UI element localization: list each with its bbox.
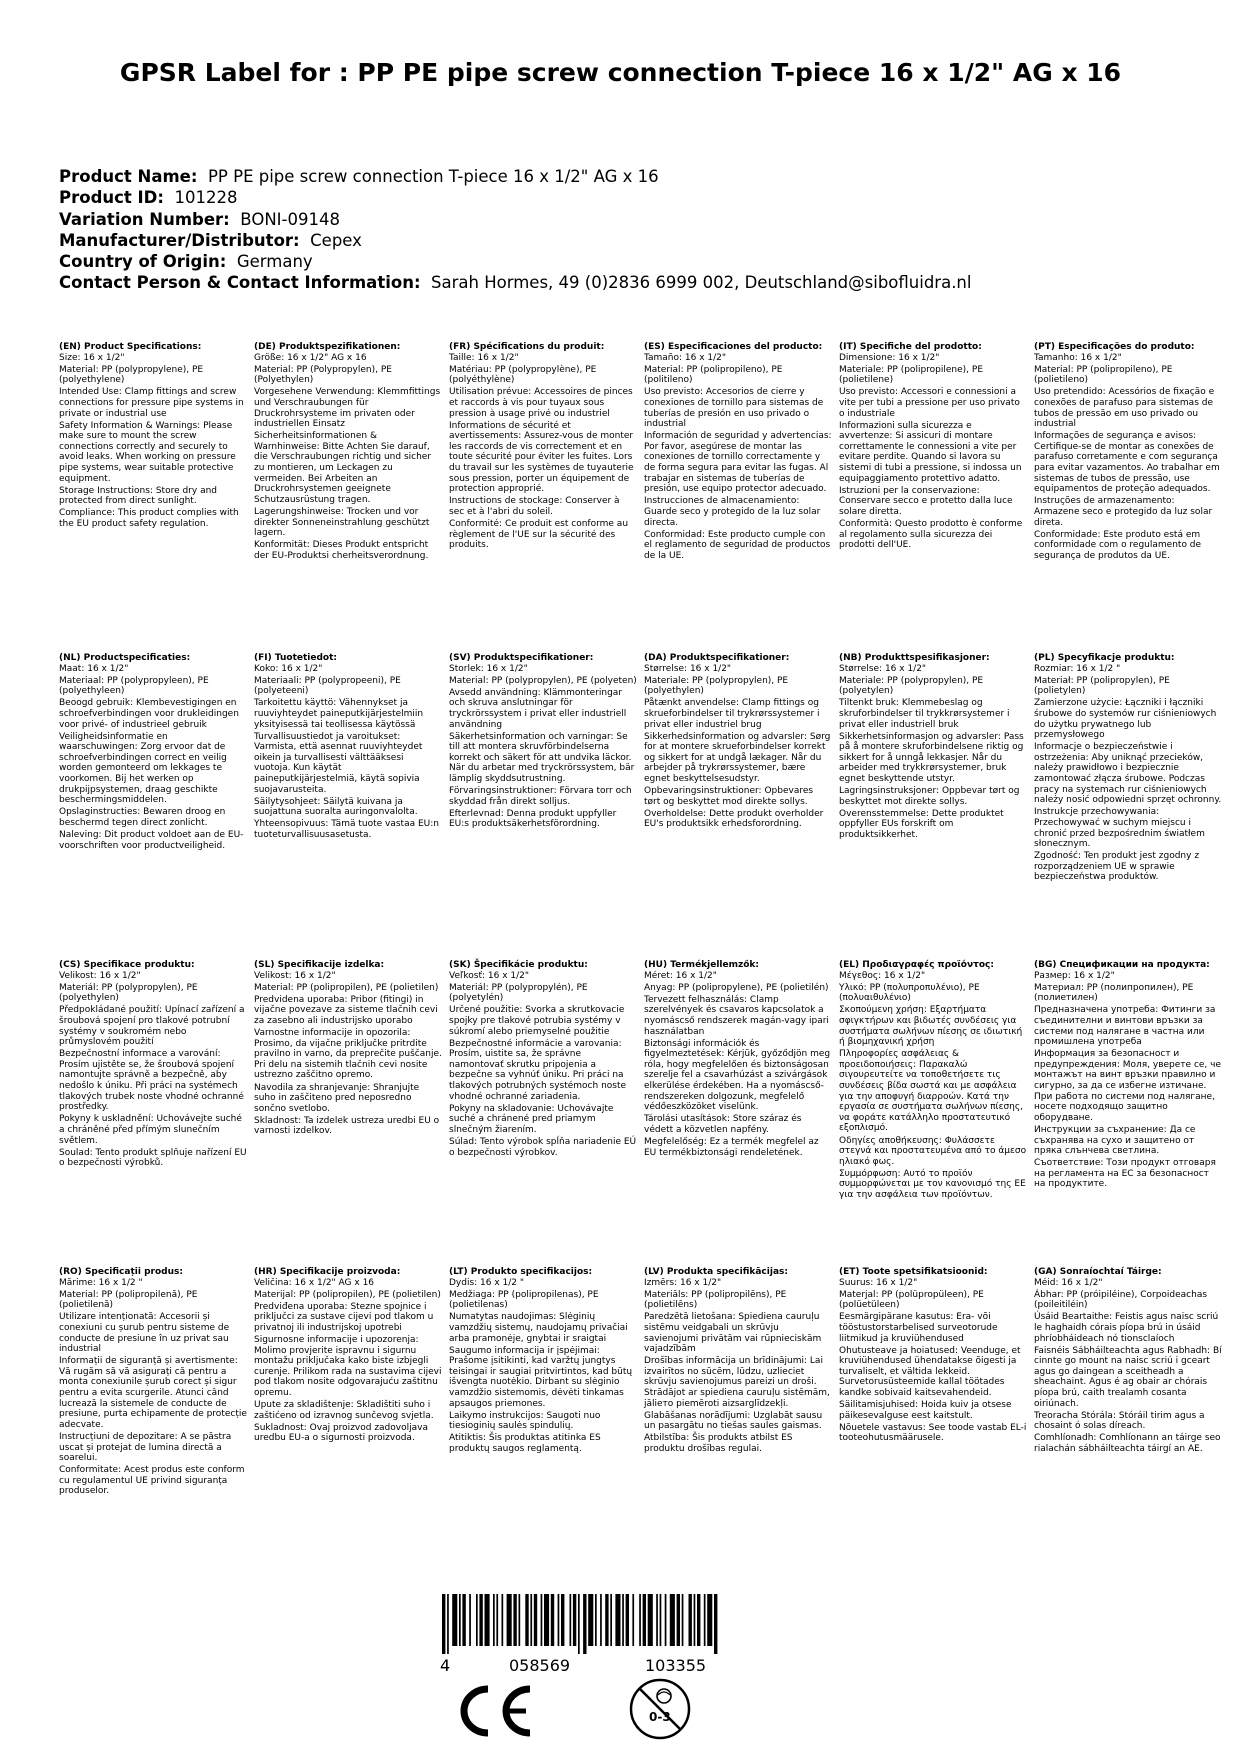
spec-heading: (EN) Product Specifications: xyxy=(59,342,202,352)
spec-line: Σκοπούμενη χρήση: Εξαρτήματα σφιγκτήρων και βιδωτές συνδέσεις για συστήματα σωλήνων πίεσης σε ιδιωτική ή βιομηχανική χρήση xyxy=(839,1005,1023,1048)
spec-line: Size: 16 x 1/2" xyxy=(59,352,125,363)
barcode-bar xyxy=(442,1594,445,1654)
barcode-bar xyxy=(622,1594,624,1646)
spec-line: Materiaali: PP (polypropeeni), PE (polyeteeni) xyxy=(254,675,401,697)
barcode-bar xyxy=(694,1594,696,1646)
spec-line: Conformidade: Este produto está em conformidade com o regulamento de segurança de produtos da UE. xyxy=(1034,529,1202,561)
barcode-bar xyxy=(639,1594,641,1646)
barcode-bar xyxy=(615,1594,620,1646)
spec-line: Informații de siguranță și avertismente: Vă rugăm să vă asigurați că pentru a monta conexiunile șurub corect și sigur pentru a evita scurgerile. Atunci când lucrează la sistemele de conducte de presiune, purta echipamente de protecție adecvate. xyxy=(59,1356,247,1430)
spec-heading: (HR) Specifikacije proizvoda: xyxy=(254,1267,401,1277)
spec-line: Säilitamisjuhised: Hoida kuiv ja otsese päikesevalguse eest kaitstult. xyxy=(839,1400,1012,1421)
barcode-bar xyxy=(600,1594,602,1646)
spec-line: Sigurnosne informacije i upozorenja: Molimo provjerite ispravnu i sigurnu montažu priključaka kako biste izbjegli curenje. Prilikom rada na sustavima cijevi pod tlakom nosite odgovarajuću zaštitnu opremu. xyxy=(254,1335,442,1399)
spec-line: Utilizare intenționată: Accesorii și conexiuni cu șurub pentru sisteme de conducte de presiune în uz privat sau industrial xyxy=(59,1312,230,1355)
spec-block xyxy=(254,342,442,563)
spec-block xyxy=(254,653,442,842)
spec-line: Drošības informācija un brīdinājumi: Lai izvairītos no sūcēm, lūdzu, uzlieciet skrūvju savienojumus pareizi un droši. Strādājot ar spiediena cauruļu sistēmām, jāliето piemēroti aizsarglīdzekļi. xyxy=(644,1356,830,1409)
spec-line: Πληροφορίες ασφάλειας & προειδοποιήσεις: Παρακαλώ σιγουρευτείτε να τοποθετήσετε τις συνδέσεις βίδα σωστά και με ασφάλεια για την αποφυγή διαρροών. Κατά την εργασία σε συστήματα σωλήνων πίεσης, να φοράτε κατάλληλο προστατευτικό εξοπλισμό. xyxy=(839,1049,1024,1134)
spec-block xyxy=(839,960,1027,1202)
spec-line: Yhteensopivuus: Tämä tuote vastaa EU:n tuoteturvallisuusasetusta. xyxy=(254,819,439,840)
barcode-bar xyxy=(561,1594,564,1646)
spec-line: Soulad: Tento produkt splňuje nařízení EU o bezpečnosti výrobků. xyxy=(59,1147,247,1169)
spec-line: Tarkoitettu käyttö: Vähennykset ja ruuviyhteydet paineputkijärjestelmiin yksityisessä tai teollisessa käytössä xyxy=(254,698,424,730)
spec-line: Opslaginstructies: Bewaren droog en beschermd tegen direct zonlicht. xyxy=(59,807,226,828)
spec-line: Naleving: Dit product voldoet aan de EU-voorschriften voor productveiligheid. xyxy=(59,830,244,851)
spec-line: Συμμόρφωση: Αυτό το προϊόν συμμορφώνεται με τον κανονισμό της ΕΕ για την ασφάλεια των προϊόντων. xyxy=(839,1168,1026,1200)
barcode-bar xyxy=(656,1594,658,1646)
barcode-bar xyxy=(704,1594,706,1646)
spec-heading: (NB) Produkttspesifikasjoner: xyxy=(839,653,990,663)
barcode-digits-3: 103355 xyxy=(645,1656,707,1675)
spec-heading: (PL) Specyfikacje produktu: xyxy=(1034,653,1175,663)
age-warning-icon xyxy=(628,1677,692,1741)
spec-line: Intended Use: Clamp fittings and screw connections for pressure pipe systems in private or industrial use xyxy=(59,387,244,419)
spec-heading: (IT) Specifiche del prodotto: xyxy=(839,342,982,352)
spec-line: Předpokládané použití: Upínací zařízení a šroubová spojení pro tlakové potrubní systémy v soukromém nebo průmyslovém použití xyxy=(59,1005,245,1048)
spec-line: Información de seguridad y advertencias: Por favor, asegúrese de montar las conexiones de tornillo correctamente y de forma segura para evitar las fugas. Al trabajar en sistemas de tuberías de presión, use equipo protector adecuado. xyxy=(644,431,832,495)
spec-line: Tamaño: 16 x 1/2" xyxy=(644,352,727,363)
spec-line: Storlek: 16 x 1/2" xyxy=(449,663,528,674)
spec-line: Bezpečnostní informace a varování: Prosím ujistěte se, že šroubová spojení namontujte správně a bezpečně, aby nedošlo k úniku. Při práci na systémech tlakových trubek noste vhodné ochranné prostředky. xyxy=(59,1049,244,1113)
spec-line: Istruzioni per la conservazione: Conservare secco e protetto dalla luce solare diretta. xyxy=(839,485,1013,517)
spec-line: Paredzētā lietošana: Spiediena cauruļu sistēmu veidgabali un skrūvju savienojumi privātām vai rūpnieciskām vajadzībām xyxy=(644,1312,822,1355)
spec-heading: (FI) Tuotetiedot: xyxy=(254,653,338,663)
spec-line: Bezpečnostné informácie a varovania: Prosím, uistite sa, že správne namontovať skrutku pripojenia a bezpečne sa vyhnúť úniku. Pri práci na tlakových potrubných systémoch noste vhodné ochranné zariadenia. xyxy=(449,1038,627,1102)
spec-line: Tárolási utasítások: Store száraz és védett a közvetlen napfény. xyxy=(644,1114,802,1135)
barcode-bar xyxy=(551,1594,554,1646)
spec-line: Material: PP (polipropileno), PE (polietileno) xyxy=(1034,364,1173,386)
spec-line: Påtænkt anvendelse: Clamp fittings og skrueforbindelser til trykrørssystemer i privat eller industriel brug xyxy=(644,698,820,730)
spec-line: Storage Instructions: Store dry and protected from direct sunlight. xyxy=(59,485,218,507)
spec-line: Material: PP (polipropileno), PE (politileno) xyxy=(644,364,783,386)
spec-line: Инструкции за съхранение: Да се съхранява на сухо и защитено от пряка слънчева светлина. xyxy=(1034,1124,1196,1157)
spec-heading: (ET) Toote spetsifikatsioonid: xyxy=(839,1267,988,1277)
spec-heading: (RO) Specificații produs: xyxy=(59,1267,183,1277)
spec-line: Turvallisuustiedot ja varoitukset: Varmista, että asennat ruuviyhteydet oikein ja turvallisesti välttääksesi vuotoja. Kun käytät paineputkijärjestelmiä, käytä sopivia suojavarusteita. xyxy=(254,731,423,795)
barcode-bar xyxy=(502,1594,504,1646)
spec-line: Megfelelőség: Ez a termék megfelel az EU termékbiztonsági rendeletének. xyxy=(644,1137,819,1158)
barcode-bar xyxy=(507,1594,512,1646)
spec-block xyxy=(839,1267,1027,1446)
spec-block xyxy=(449,653,637,832)
barcode-bar xyxy=(513,1594,516,1646)
spec-line: Материал: PP (полипропилен), PE (полиетилен) xyxy=(1034,982,1194,1004)
spec-line: Úsáid Beartaithe: Feistis agus naisc scriú le haghaidh córais píopa brú in úsáid phríobháideach nó tionsclaíoch xyxy=(1034,1312,1219,1344)
info-contact: Contact Person & Contact Information: Sarah Hormes, 49 (0)2836 6999 002, Deutschland@sibofluidra.nl xyxy=(59,273,972,293)
spec-line: Informazioni sulla sicurezza e avvertenze: Si assicuri di montare correttamente le connessioni a vite per evitare perdite. Quando si lavora su sistemi di tubi a pressione, si indossa un equipaggiamento protettivo adatto. xyxy=(839,420,1022,484)
spec-line: Informations de sécurité et avertissements: Assurez-vous de monter les raccords de vis correctement et en toute sécurité pour éviter les fuites. Lors du travail sur les systèmes de tuyauterie sous pression, porter un équipement de protection approprié. xyxy=(449,420,634,495)
spec-heading: (GA) Sonraíochtaí Táirge: xyxy=(1034,1267,1162,1277)
spec-line: Biztonsági információk és figyelmeztetések: Kérjük, győződjön meg róla, hogy megfelelően és biztonságosan szerelje fel a csavarhúzást a szivárgások elkerülése érdekében. Ha a nyomáscső-rendszereken dolgozunk, megfelelő védőeszközöket viselünk. xyxy=(644,1038,831,1113)
barcode-bar xyxy=(530,1594,532,1646)
info-product-name: Product Name: PP PE pipe screw connection T-piece 16 x 1/2" AG x 16 xyxy=(59,167,659,186)
spec-heading: (SV) Produktspecifikationer: xyxy=(449,653,594,663)
barcode-digits-2: 058569 xyxy=(509,1656,571,1675)
spec-line: Materjal: PP (polüpropüleen), PE (polüetüleen) xyxy=(839,1289,984,1311)
info-product-id: Product ID: 101228 xyxy=(59,188,238,208)
spec-line: Súlad: Tento výrobok spĺňa nariadenie EÚ o bezpečnosti výrobkov. xyxy=(449,1137,637,1158)
product-info xyxy=(59,166,971,294)
spec-block xyxy=(1034,960,1222,1191)
barcode-bar xyxy=(682,1594,684,1646)
barcode-bar xyxy=(519,1594,521,1646)
spec-line: Medžiaga: PP (polipropilenas), PE (polietilenas) xyxy=(449,1289,599,1311)
spec-line: Instrucciones de almacenamiento: Guarde seco y protegido de la luz solar directa. xyxy=(644,496,821,528)
spec-line: Eesmärgipärane kasutus: Era- või tööstustorstarbelised surveotorude liitmikud ja kruviühendused xyxy=(839,1312,998,1344)
spec-line: Veličina: 16 x 1/2" AG x 16 xyxy=(254,1277,375,1288)
spec-line: Skladnost: Ta izdelek ustreza uredbi EU o varnosti izdelkov. xyxy=(254,1115,440,1137)
barcode-bar xyxy=(697,1594,700,1646)
barcode-bar xyxy=(558,1594,560,1646)
spec-line: Mărime: 16 x 1/2 " xyxy=(59,1277,143,1288)
info-country-of-origin: Country of Origin: Germany xyxy=(59,252,313,272)
spec-line: Opbevaringsinstruktioner: Opbevares tørt og beskyttet mod direkte sollys. xyxy=(644,786,814,807)
spec-block xyxy=(449,342,637,552)
spec-block xyxy=(449,960,637,1160)
spec-line: Predviđena uporaba: Stezne spojnice i priključci za sustave cijevi pod tlakom u privatnoj ili industrijskoj upotrebi xyxy=(254,1301,434,1333)
spec-line: Materiāls: PP (polipropilēns), PE (polietilēns) xyxy=(644,1289,787,1311)
spec-line: Zamierzone użycie: Łączniki i łączniki śrubowe do systemów rur ciśnieniowych do użytku prywatnego lub przemysłowego xyxy=(1034,698,1217,741)
spec-line: Materiał: PP (polipropylen), PE (polietylen) xyxy=(1034,675,1170,697)
spec-line: Μέγεθος: 16 x 1/2" xyxy=(839,970,926,981)
spec-line: Laikymo instrukcijos: Saugoti nuo tiesioginių saulės spindulių. xyxy=(449,1410,601,1432)
spec-heading: (PT) Especificações do produto: xyxy=(1034,342,1195,352)
spec-line: Tiltenkt bruk: Klemmebeslag og skruforbindelser til trykkrørsystemer i privat eller industriell bruk xyxy=(839,698,1010,730)
spec-heading: (DE) Produktspezifikationen: xyxy=(254,342,401,352)
spec-heading: (DA) Produktspecifikationer: xyxy=(644,653,790,663)
spec-line: Materiaal: PP (polypropyleen), PE (polyethyleen) xyxy=(59,675,209,697)
spec-line: Izmērs: 16 x 1/2" xyxy=(644,1277,722,1288)
spec-line: Material: PP (polipropilenă), PE (polietilenă) xyxy=(59,1289,198,1311)
barcode-digit-1: 4 xyxy=(440,1656,451,1675)
spec-heading: (NL) Productspecificaties: xyxy=(59,653,191,663)
spec-line: Overensstemmelse: Dette produktet oppfyller EUs forskrift om produktsikkerhet. xyxy=(839,808,1004,840)
spec-line: Safety Information & Warnings: Please make sure to mount the screw connections correctly and securely to avoid leaks. When working on pressure pipe systems, wear suitable protective equipment. xyxy=(59,420,236,484)
spec-line: Vorgesehene Verwendung: Klemmfittings und Verschraubungen für Druckrohrsysteme im privaten oder industriellen Einsatz xyxy=(254,387,441,430)
spec-line: Materiál: PP (polypropylén), PE (polyetylén) xyxy=(449,982,588,1004)
spec-block xyxy=(839,342,1027,552)
spec-line: Lagringsinstruksjoner: Oppbevar tørt og beskyttet mot direkte sollys. xyxy=(839,786,1020,807)
barcode-bar xyxy=(525,1594,528,1646)
spec-line: Instruções de armazenamento: Armazene seco e protegido da luz solar direta. xyxy=(1034,496,1213,528)
spec-line: Pokyny na skladovanie: Uchovávajte suché a chránené pred priamym slnečným žiarením. xyxy=(449,1103,614,1135)
spec-heading: (BG) Спецификации на продукта: xyxy=(1034,960,1210,970)
spec-line: Overholdelse: Dette produkt overholder EU's produktsikk erhedsforordning. xyxy=(644,808,824,830)
spec-line: Ohutusteave ja hoiatused: Veenduge, et kruviühendused ühendatakse õigesti ja turvaliselt, et vältida lekkeid. Survetorusüsteemide kallal töötades kandke sobivaid kaitsevahendeid. xyxy=(839,1345,1021,1399)
spec-line: Nõuetele vastavus: See toode vastab EL-i tooteohutusmäärusele. xyxy=(839,1422,1027,1444)
barcode-bar xyxy=(626,1594,629,1646)
ce-mark-icon xyxy=(452,1683,534,1739)
spec-line: Material: PP (polypropylen), PE (polyeten) xyxy=(449,675,637,686)
spec-line: Avsedd användning: Klämmonteringar och skruva anslutningar för tryckrörssystem i privat eller industriell användning xyxy=(449,687,627,730)
spec-line: Uso previsto: Accesorios de cierre y conexiones de tornillo para sistemas de tuberías de presión en uso privado o industrial xyxy=(644,387,824,430)
barcode xyxy=(436,1594,726,1654)
barcode-bar xyxy=(573,1594,576,1646)
spec-line: Съответствие: Този продукт отговаря на регламента на ЕС за безопасност на продуктите. xyxy=(1034,1158,1216,1190)
spec-line: Zgodność: Ten produkt jest zgodny z rozporządzeniem UE w sprawie bezpieczeństwa produktów. xyxy=(1034,851,1200,883)
spec-line: Conformità: Questo prodotto è conforme al regolamento sulla sicurezza dei prodotti dell'UE. xyxy=(839,519,1023,551)
spec-line: Rozmiar: 16 x 1/2 " xyxy=(1034,663,1121,674)
spec-line: Säkerhetsinformation och varningar: Se till att montera skruvförbindelserna korrekt och säkert för att undvika läckor. När du arbetar med tryckrörssystem, bär lämplig skyddsutrustning. xyxy=(449,731,635,785)
spec-line: Atbilstība: Šis produkts atbilst ES produktu drošības regulai. xyxy=(644,1433,793,1454)
spec-heading: (HU) Termékjellemzők: xyxy=(644,960,760,970)
spec-line: Størrelse: 16 x 1/2" xyxy=(644,663,732,674)
barcode-bar xyxy=(648,1594,653,1646)
spec-heading: (CS) Specifikace produktu: xyxy=(59,960,195,970)
spec-heading: (LV) Produkta specifikācijas: xyxy=(644,1267,788,1277)
spec-line: Efterlevnad: Denna produkt uppfyller EU:s produktsäkerhetsförordning. xyxy=(449,808,617,830)
spec-line: Material: PP (polypropylene), PE (polyethylene) xyxy=(59,364,204,386)
spec-line: Sukladnost: Ovaj proizvod zadovoljava uredbu EU-a o sigurnosti proizvoda. xyxy=(254,1422,428,1444)
spec-block xyxy=(254,960,442,1139)
spec-line: Konformität: Dieses Produkt entspricht der EU-Produktsi cherheitsverordnung. xyxy=(254,540,429,561)
spec-line: Matériau: PP (polypropylène), PE (polyéthylène) xyxy=(449,364,597,386)
spec-block xyxy=(254,1267,442,1446)
spec-line: Koko: 16 x 1/2" xyxy=(254,663,323,674)
spec-line: Méid: 16 x 1/2" xyxy=(1034,1277,1103,1288)
spec-line: Materiale: PP (polypropylen), PE (polyetylen) xyxy=(839,675,984,697)
spec-line: Anyag: PP (polipropylene), PE (polietilén) xyxy=(644,982,829,993)
barcode-bar xyxy=(496,1594,498,1646)
spec-line: Размер: 16 x 1/2" xyxy=(1034,970,1115,981)
spec-block xyxy=(839,653,1027,842)
spec-line: Uso pretendido: Acessórios de fixação e conexões de parafuso para sistemas de tubos de pressão em uso privado ou industrial xyxy=(1034,387,1215,430)
barcode-bar xyxy=(493,1594,495,1646)
barcode-bar xyxy=(479,1594,482,1646)
spec-line: Navodila za shranjevanje: Shranjujte suho in zaščiteno pred neposredno sončno svetlobo. xyxy=(254,1082,420,1114)
spec-line: Veľkosť: 16 x 1/2" xyxy=(449,970,530,981)
spec-line: Conformidad: Este producto cumple con el reglamento de seguridad de productos de la UE. xyxy=(644,529,831,561)
barcode-bar xyxy=(476,1594,478,1646)
barcode-bar xyxy=(677,1594,680,1646)
spec-line: Uso previsto: Accessori e connessioni a vite per tubi a pressione per uso privato o industriale xyxy=(839,387,1020,419)
spec-line: Informacje o bezpieczeństwie i ostrzeżenia: Aby uniknąć przecieków, należy prawidłowo i bezpiecznie zamontować złącza śrubowe. Podczas pracy na systemach rur ciśnieniowych należy nosić odpowiedni sprzęt ochronny. xyxy=(1034,742,1222,806)
spec-line: Dydis: 16 x 1/2 " xyxy=(449,1277,525,1288)
barcode-bar xyxy=(689,1594,692,1646)
spec-line: Conformitate: Acest produs este conform cu regulamentul UE privind siguranța produselor. xyxy=(59,1465,245,1497)
spec-line: Materiale: PP (polypropylen), PE (polyethylen) xyxy=(644,675,789,697)
spec-block xyxy=(59,653,247,853)
spec-block xyxy=(644,653,832,832)
barcode-bar xyxy=(670,1594,675,1646)
spec-heading: (FR) Spécifications du produit: xyxy=(449,342,605,352)
spec-heading: (SK) Špecifikácie produktu: xyxy=(449,960,588,970)
spec-line: Sicherheitsinformationen & Warnhinweise: Bitte Achten Sie darauf, die Verschraubungen richtig und sicher zu montieren, um Leckagen zu vermeiden. Bei Arbeiten an Druckrohrsystemen geeignete Schutzausrüstung tragen. xyxy=(254,431,432,505)
barcode-bar xyxy=(605,1594,608,1646)
spec-line: Ábhar: PP (próipiléine), Corpoideachas (poileitiléin) xyxy=(1034,1289,1208,1311)
spec-line: Velikost: 16 x 1/2" xyxy=(59,970,141,981)
barcode-bar xyxy=(643,1594,646,1646)
spec-line: Tamanho: 16 x 1/2" xyxy=(1034,352,1122,363)
spec-heading: (LT) Produkto specifikacijos: xyxy=(449,1267,593,1277)
spec-block xyxy=(644,1267,832,1456)
spec-block xyxy=(59,960,247,1170)
spec-line: Atitiktis: Šis produktas atitinka ES produktų saugos reglamentą. xyxy=(449,1433,601,1454)
spec-line: Instrucțiuni de depozitare: A se păstra uscat și protejat de lumina directă a soarelui. xyxy=(59,1431,232,1464)
spec-line: Určené použitie: Svorka a skrutkovacie spojky pre tlakové potrubia systémy v súkromí alebo priemyselné použitie xyxy=(449,1005,625,1037)
spec-line: Predvidena uporaba: Pribor (fitingi) in vijačne povezave za sisteme tlačnih cevi za zasebno ali industrijsko uporabo xyxy=(254,994,438,1026)
spec-line: Υλικό: PP (πολυπροπυλένιο), PE (πολυαιθυλένιο) xyxy=(839,982,980,1004)
barcode-bar xyxy=(541,1594,543,1646)
spec-line: Beoogd gebruik: Klembevestigingen en schroefverbindingen voor drukleidingen voor privé- of industrieel gebruik xyxy=(59,698,239,730)
label-title: GPSR Label for : PP PE pipe screw connection T-piece 16 x 1/2" AG x 16 xyxy=(119,58,1122,87)
spec-line: Sikkerhedsinformation og advarsler: Sørg for at montere skrueforbindelser korrekt og sikkert for at undgå lækager. Når du arbejder på trykrørssystemer, bære egnet beskyttelsesudstyr. xyxy=(644,731,831,785)
barcode-bar xyxy=(534,1594,537,1646)
barcode-bar xyxy=(588,1594,593,1646)
spec-line: Οδηγίες αποθήκευσης: Φυλάσσετε στεγνά και προστατευμένα από το άμεσο ηλιακό φως. xyxy=(839,1135,1027,1167)
spec-line: Material: PP (polipropilen), PE (polietilen) xyxy=(254,982,439,993)
barcode-bar xyxy=(583,1594,586,1654)
spec-line: Säilytysohjeet: Säilytä kuivana ja suojattuna suoralta auringonvalolta. xyxy=(254,796,418,818)
spec-line: Varnostne informacije in opozorila: Prosimo, da vijačne priključke pritrdite pravilno in varno, da preprečite puščanje. Pri delu na sistemih tlačnih cevi nosite ustrezno zaščitno opremo. xyxy=(254,1028,442,1081)
spec-line: Instructions de stockage: Conserver à sec et à l'abri du soleil. xyxy=(449,496,620,517)
spec-line: Tervezett felhasználás: Clamp szerelvények és csavaros kapcsolatok a nyomáscső rendszerek magán-vagy ipari használatban xyxy=(644,994,829,1037)
barcode-bar xyxy=(632,1594,634,1646)
spec-block xyxy=(1034,1267,1222,1456)
barcode-bar xyxy=(660,1594,662,1646)
barcode-bar xyxy=(485,1594,490,1646)
barcode-bar xyxy=(469,1594,471,1646)
spec-line: Comhlíonadh: Comhlíonann an táirge seo rialachán sábháilteachta táirgí an AE. xyxy=(1034,1433,1221,1454)
spec-line: Compliance: This product complies with the EU product safety regulation. xyxy=(59,508,239,529)
spec-block xyxy=(59,1267,247,1498)
spec-line: Предназначена употреба: Фитинги за съединителни и винтови връзки за системи под налягане в частна или промишлена употреба xyxy=(1034,1005,1216,1048)
spec-line: Sikkerhetsinformasjon og advarsler: Pass på å montere skruforbindelsene riktig og sikkert for å unngå lekkasjer. Når du arbeider med trykkrørsystemer, bruk egnet beskyttende utstyr. xyxy=(839,731,1024,785)
spec-line: Treoracha Stórála: Stóráil tirim agus a chosaint ó solas díreach. xyxy=(1034,1410,1205,1432)
spec-line: Upute za skladištenje: Skladištiti suho i zaštićeno od izravnog sunčevog svjetla. xyxy=(254,1400,434,1421)
spec-block xyxy=(644,960,832,1160)
spec-heading: (ES) Especificaciones del producto: xyxy=(644,342,823,352)
spec-block xyxy=(59,342,247,531)
spec-line: Veiligheidsinformatie en waarschuwingen: Zorg ervoor dat de schroefverbindingen correct en veilig worden gemonteerd om lekkages te voorkomen. Bij het werken op drukpijpsystemen, draag geschikte beschermingsmiddelen. xyxy=(59,731,227,806)
spec-line: Lagerungshinweise: Trocken und vor direkter Sonneneinstrahlung geschützt lagern. xyxy=(254,506,430,539)
info-manufacturer: Manufacturer/Distributor: Cepex xyxy=(59,230,362,250)
spec-line: Pokyny k uskladnění: Uchovávejte suché a chráněné před přímým slunečním světlem. xyxy=(59,1114,242,1146)
spec-line: Utilisation prévue: Accessoires de pinces et raccords à vis pour tuyaux sous pression à usage privé ou industriel xyxy=(449,387,633,419)
spec-line: Materijal: PP (polipropilen), PE (polietilen) xyxy=(254,1289,441,1300)
spec-line: Glabāšanas norādījumi: Uzglabāt sausu un pasargātu no tiešas saules gaismas. xyxy=(644,1410,823,1432)
barcode-bar xyxy=(665,1594,667,1646)
svg-text:0-3: 0-3 xyxy=(649,1710,671,1724)
barcode-bar xyxy=(714,1594,717,1654)
spec-line: Suurus: 16 x 1/2" xyxy=(839,1277,918,1288)
spec-line: Informações de segurança e avisos: Certifique-se de montar as conexões de parafuso corretamente e com segurança para evitar vazamentos. Ao trabalhar em sistemas de tubos de pressão, use equipamentos de proteção adequados. xyxy=(1034,431,1220,495)
spec-line: Saugumo informacija ir įspėjimai: Prašome įsitikinti, kad varžtų jungtys teisingai ir saugiai pritvirtintos, kad būtų išvengta nuotėkio. Dirbant su slėginio vamzdžio sistemomis, dėvėti tinkamas apsaugos priemones. xyxy=(449,1345,633,1409)
spec-line: Taille: 16 x 1/2" xyxy=(449,352,519,363)
spec-line: Numatytas naudojimas: Slėginių vamzdžių sistemų, naudojamų privačiai arba pramonėje, gnybtai ir sraigtai xyxy=(449,1312,628,1344)
spec-line: Größe: 16 x 1/2" AG x 16 xyxy=(254,352,367,363)
spec-block xyxy=(1034,342,1222,563)
barcode-bar xyxy=(447,1594,449,1654)
spec-line: Méret: 16 x 1/2" xyxy=(644,970,717,981)
barcode-bar xyxy=(452,1594,457,1646)
barcode-bar xyxy=(610,1594,612,1646)
spec-line: Информация за безопасност и предупреждения: Моля, уверете се, че монтажът на винт връзки правилно и сигурно, за да се избегне изтичане. При работа по системи под налягане, носете подходящо защитно оборудване. xyxy=(1034,1049,1222,1123)
spec-heading: (EL) Προδιαγραφές προϊόντος: xyxy=(839,960,994,970)
spec-line: Velikost: 16 x 1/2" xyxy=(254,970,336,981)
spec-heading: (SL) Specifikacije izdelka: xyxy=(254,960,385,970)
info-variation-number: Variation Number: BONI-09148 xyxy=(59,209,340,229)
spec-line: Størrelse: 16 x 1/2" xyxy=(839,663,927,674)
spec-block xyxy=(1034,653,1222,884)
barcode-bar xyxy=(544,1594,549,1646)
spec-line: Materiale: PP (polipropilene), PE (polietilene) xyxy=(839,364,983,386)
spec-line: Maat: 16 x 1/2" xyxy=(59,663,129,674)
spec-block xyxy=(644,342,832,563)
spec-line: Material: PP (Polypropylen), PE (Polyethylen) xyxy=(254,364,392,386)
barcode-bar xyxy=(570,1594,572,1646)
spec-line: Conformité: Ce produit est conforme au règlement de l'UE sur la sécurité des produits. xyxy=(449,519,629,551)
barcode-bar xyxy=(459,1594,461,1646)
barcode-bar xyxy=(462,1594,465,1646)
spec-line: Faisnéis Sábháilteachta agus Rabhadh: Bí cinnte go mount na naisc scriú i gceart agus go daingean a sceitheadh a sheachaint. Agus é ag obair ar chórais píopa brú, caith trealamh cosanta oiriúnach. xyxy=(1034,1345,1222,1409)
barcode-bar xyxy=(578,1594,580,1654)
spec-block xyxy=(449,1267,637,1456)
spec-line: Förvaringsinstruktioner: Förvara torr och skyddad från direkt solljus. xyxy=(449,786,632,807)
barcode-bar xyxy=(595,1594,597,1646)
spec-line: Instrukcje przechowywania: Przechowywać w suchym miejscu i chronić przed bezpośrednim światłem słonecznym. xyxy=(1034,807,1205,850)
barcode-bar xyxy=(707,1594,712,1646)
spec-line: Dimensione: 16 x 1/2" xyxy=(839,352,940,363)
spec-line: Materiál: PP (polypropylen), PE (polyethylen) xyxy=(59,982,198,1004)
